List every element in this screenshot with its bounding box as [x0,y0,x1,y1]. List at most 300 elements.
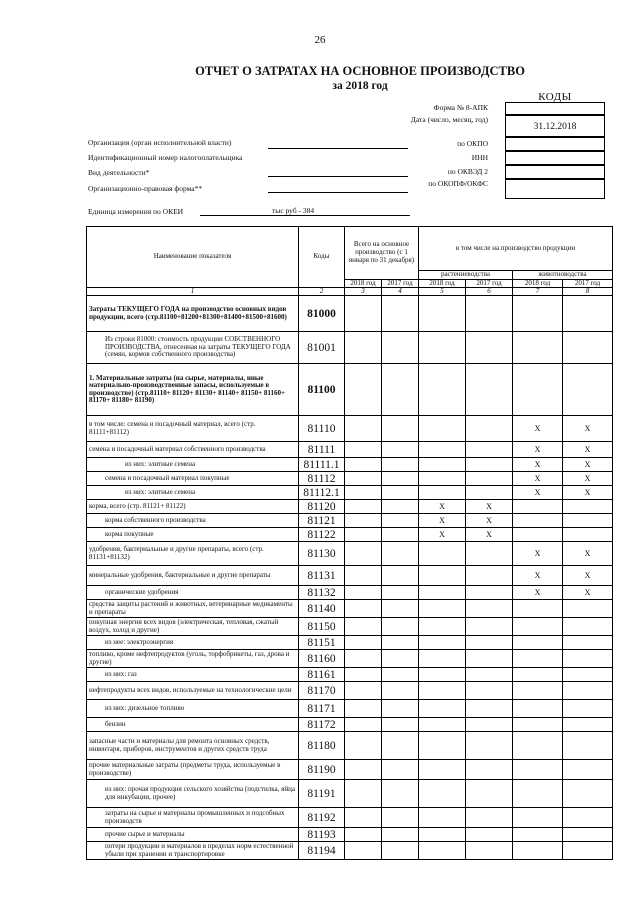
value-cell [345,528,382,542]
value-cell [513,682,563,700]
value-cell [563,718,613,732]
row-name: прочие материальные затраты (предметы труда, используемые в производстве) [87,760,299,780]
not-applicable-mark: X [513,458,563,472]
row-name: из них: элитные семена [87,458,299,472]
report-title: ОТЧЕТ О ЗАТРАТАХ НА ОСНОВНОЕ ПРОИЗВОДСТВО [195,64,525,78]
value-cell [466,618,513,636]
value-cell [419,472,466,486]
row-name: покупная энергия всех видов (электрическая, тепловая, сжатый воздух, холод и другие) [87,618,299,636]
value-cell [513,760,563,780]
org-line [268,148,408,149]
value-cell [466,682,513,700]
value-cell [513,332,563,364]
value-cell [382,296,419,332]
inn-cell [505,151,605,165]
value-cell [419,636,466,650]
row-name: средства защиты растений и животных, ветеринарные медикаменты и препараты [87,600,299,618]
value-cell [563,600,613,618]
col-total-header: Всего на основное производство (с 1 января по 31 декабря) [345,227,419,280]
row-name: из нее: электроэнергия [87,636,299,650]
value-cell [466,472,513,486]
table-row [87,650,613,668]
table-row [87,700,613,718]
col-incl-header: в том числе на производство продукции [419,227,613,271]
value-cell [382,668,419,682]
value-cell [419,458,466,472]
row-code: 81111 [299,442,345,458]
year-2017-plant: 2017 год [466,279,513,288]
value-cell [419,296,466,332]
table-row [87,600,613,618]
row-code: 81194 [299,842,345,860]
form-code-cell [505,102,605,115]
table-row [87,528,613,542]
value-cell [345,682,382,700]
row-code: 81140 [299,600,345,618]
value-cell [563,700,613,718]
row-code: 81120 [299,500,345,514]
report-subtitle: за 2018 год [332,80,388,92]
row-code: 81001 [299,332,345,364]
value-cell [466,760,513,780]
not-applicable-mark: X [513,566,563,586]
value-cell [345,586,382,600]
not-applicable-mark: X [563,566,613,586]
value-cell [563,732,613,760]
value-cell [466,364,513,416]
okpo-label: по ОКПО [457,139,488,148]
value-cell [345,780,382,808]
not-applicable-mark: X [563,486,613,500]
table-row [87,808,613,828]
unit-value: тыс руб - 384 [272,206,315,215]
column-number: 7 [513,288,563,296]
value-cell [345,566,382,586]
value-cell [382,566,419,586]
okved-label: по ОКВЭД 2 [447,167,488,176]
column-number: 6 [466,288,513,296]
value-cell [563,618,613,636]
row-name: прочие сырье и материалы [87,828,299,842]
value-cell [513,842,563,860]
value-cell [466,636,513,650]
table-row [87,668,613,682]
table-row [87,296,613,332]
value-cell [419,760,466,780]
value-cell [345,718,382,732]
year-2018-total: 2018 год [345,279,382,288]
row-code: 81130 [299,542,345,566]
not-applicable-mark: X [563,416,613,442]
value-cell [466,668,513,682]
row-name: из них: дизельное топливо [87,700,299,718]
row-code: 81122 [299,528,345,542]
value-cell [419,668,466,682]
not-applicable-mark: X [563,586,613,600]
date-value: 31.12.2018 [505,115,605,137]
row-name: семена и посадочный материал собственного производства [87,442,299,458]
column-number: 5 [419,288,466,296]
column-number: 4 [382,288,419,296]
value-cell [345,442,382,458]
col-code-header: Коды [299,227,345,288]
table-row [87,828,613,842]
table-row [87,760,613,780]
value-cell [513,732,563,760]
row-name: 1. Материальные затраты (на сырье, материалы, иные материально-производственные запасы, используемые в производстве) (стр.81110+ 81120+ 81130+ 81140+ 81150+ 81160+ 81170+ 81180+ 81190) [87,364,299,416]
value-cell [419,780,466,808]
row-code: 81151 [299,636,345,650]
not-applicable-mark: X [563,472,613,486]
value-cell [466,808,513,828]
value-cell [382,332,419,364]
table-row [87,486,613,500]
row-code: 81132 [299,586,345,600]
value-cell [419,828,466,842]
value-cell [563,828,613,842]
row-code: 81190 [299,760,345,780]
row-name: Затраты ТЕКУЩЕГО ГОДА на производство основных видов продукции, всего (стр.81100+81200+81300+81400+81500+81600) [87,296,299,332]
value-cell [466,650,513,668]
table-row [87,780,613,808]
value-cell [419,486,466,500]
value-cell [513,364,563,416]
value-cell [382,650,419,668]
not-applicable-mark: X [466,514,513,528]
not-applicable-mark: X [513,586,563,600]
value-cell [419,618,466,636]
codes-header: КОДЫ [538,91,572,103]
table-row [87,458,613,472]
column-number: 8 [563,288,613,296]
not-applicable-mark: X [563,542,613,566]
value-cell [563,500,613,514]
value-cell [513,808,563,828]
value-cell [382,416,419,442]
org-label: Организация (орган исполнительной власти) [88,138,232,147]
year-2018-animal: 2018 год [513,279,563,288]
row-name: корма собственного производства [87,514,299,528]
column-number: 2 [299,288,345,296]
value-cell [563,528,613,542]
value-cell [466,586,513,600]
row-code: 81112 [299,472,345,486]
value-cell [382,760,419,780]
row-name: запасные части и материалы для ремонта основных средств, инвентаря, приборов, инструментов и других средств труда [87,732,299,760]
table-row [87,416,613,442]
value-cell [419,364,466,416]
col-name-header: Наименование показателя [87,227,299,288]
value-cell [345,760,382,780]
row-name: удобрения, бактериальные и другие препараты, всего (стр. 81131+81132) [87,542,299,566]
value-cell [563,780,613,808]
row-code: 81172 [299,718,345,732]
row-name: семена и посадочный материал покупные [87,472,299,486]
value-cell [563,332,613,364]
value-cell [345,364,382,416]
row-code: 81000 [299,296,345,332]
value-cell [513,618,563,636]
row-code: 81111.1 [299,458,345,472]
date-label: Дата (число, месяц, год) [410,115,488,124]
not-applicable-mark: X [466,528,513,542]
row-code: 81112.1 [299,486,345,500]
row-code: 81192 [299,808,345,828]
activity-line [268,176,408,177]
value-cell [382,600,419,618]
not-applicable-mark: X [563,442,613,458]
value-cell [466,718,513,732]
value-cell [466,416,513,442]
value-cell [382,780,419,808]
value-cell [345,486,382,500]
table-row [87,500,613,514]
value-cell [345,514,382,528]
value-cell [513,700,563,718]
value-cell [419,332,466,364]
not-applicable-mark: X [563,458,613,472]
not-applicable-mark: X [419,500,466,514]
value-cell [419,416,466,442]
inn-label: ИНН [471,153,488,162]
okpo-cell [505,137,605,151]
value-cell [419,842,466,860]
value-cell [419,732,466,760]
value-cell [563,636,613,650]
value-cell [345,600,382,618]
value-cell [563,842,613,860]
value-cell [563,364,613,416]
value-cell [466,700,513,718]
column-numbers-row [87,288,613,296]
row-code: 81191 [299,780,345,808]
col-animal-header: животноводства [513,271,613,280]
legal-form-label: Организационно-правовая форма** [88,184,203,193]
value-cell [563,668,613,682]
table-row [87,718,613,732]
value-cell [466,842,513,860]
not-applicable-mark: X [513,416,563,442]
value-cell [466,458,513,472]
row-name: топливо, кроме нефтепродуктов (уголь, торфобрикеты, газ, дрова и другие) [87,650,299,668]
value-cell [563,650,613,668]
value-cell [419,650,466,668]
value-cell [345,828,382,842]
value-cell [382,842,419,860]
not-applicable-mark: X [513,542,563,566]
not-applicable-mark: X [513,472,563,486]
year-2017-animal: 2017 год [563,279,613,288]
col-plant-header: растениеводства [419,271,513,280]
value-cell [563,760,613,780]
value-cell [419,442,466,458]
value-cell [466,600,513,618]
year-2018-plant: 2018 год [419,279,466,288]
value-cell [419,566,466,586]
page-number: 26 [314,34,326,46]
table-row [87,364,613,416]
table-row [87,442,613,458]
value-cell [419,718,466,732]
row-code: 81100 [299,364,345,416]
row-name: из них: прочая продукция сельского хозяйства (подстилка, яйца для инкубации, прочее) [87,780,299,808]
value-cell [513,780,563,808]
value-cell [466,732,513,760]
value-cell [345,668,382,682]
value-cell [382,486,419,500]
value-cell [563,808,613,828]
value-cell [513,650,563,668]
value-cell [563,514,613,528]
value-cell [513,296,563,332]
value-cell [513,514,563,528]
row-name: органические удобрения [87,586,299,600]
okopf-label: по ОКОПФ/ОКФС [428,179,488,188]
row-code: 81131 [299,566,345,586]
value-cell [345,700,382,718]
activity-label: Вид деятельности* [88,168,150,177]
value-cell [513,718,563,732]
row-name: из них: элитные семена [87,486,299,500]
value-cell [382,700,419,718]
value-cell [345,416,382,442]
not-applicable-mark: X [419,528,466,542]
row-name: в том числе: семена и посадочный материал, всего (стр. 81111+81112) [87,416,299,442]
column-number: 1 [87,288,299,296]
value-cell [345,842,382,860]
value-cell [419,700,466,718]
table-row [87,514,613,528]
row-name: из них: газ [87,668,299,682]
value-cell [513,636,563,650]
unit-line [200,215,410,216]
value-cell [466,442,513,458]
value-cell [382,528,419,542]
row-code: 81121 [299,514,345,528]
value-cell [382,472,419,486]
value-cell [419,586,466,600]
table-row [87,636,613,650]
value-cell [513,528,563,542]
value-cell [419,808,466,828]
row-name: минеральные удобрения, бактериальные и другие препараты [87,566,299,586]
value-cell [466,542,513,566]
value-cell [382,618,419,636]
value-cell [345,808,382,828]
value-cell [382,718,419,732]
table-row [87,842,613,860]
value-cell [419,600,466,618]
value-cell [345,500,382,514]
value-cell [513,500,563,514]
row-name: нефтепродукты всех видов, используемые на технологические цели [87,682,299,700]
row-code: 81193 [299,828,345,842]
value-cell [345,332,382,364]
row-code: 81171 [299,700,345,718]
value-cell [345,732,382,760]
legal-form-line [268,192,408,193]
value-cell [382,542,419,566]
value-cell [382,828,419,842]
form-label: Форма № 8-АПК [433,103,488,112]
row-name: потери продукции и материалов в пределах норм естественной убыли при хранении и транспортировке [87,842,299,860]
row-code: 81180 [299,732,345,760]
value-cell [382,500,419,514]
row-code: 81160 [299,650,345,668]
not-applicable-mark: X [419,514,466,528]
value-cell [382,732,419,760]
value-cell [382,458,419,472]
value-cell [466,566,513,586]
value-cell [345,472,382,486]
value-cell [513,600,563,618]
value-cell [513,828,563,842]
table-row [87,682,613,700]
table-row [87,472,613,486]
not-applicable-mark: X [466,500,513,514]
value-cell [382,514,419,528]
value-cell [382,364,419,416]
value-cell [563,682,613,700]
value-cell [419,542,466,566]
row-code: 81161 [299,668,345,682]
row-name: Из строки 81000: стоимость продукции СОБСТВЕННОГО ПРОИЗВОДСТВА, отнесенная на затраты ТЕКУЩЕГО ГОДА (семян, кормов собственного производства) [87,332,299,364]
value-cell [382,442,419,458]
value-cell [345,296,382,332]
okved-cell [505,165,605,179]
value-cell [345,542,382,566]
table-row [87,618,613,636]
okopf-cell [505,179,605,199]
row-code: 81170 [299,682,345,700]
row-name: корма покупные [87,528,299,542]
value-cell [382,636,419,650]
row-code: 81110 [299,416,345,442]
table-row [87,542,613,566]
column-number: 3 [345,288,382,296]
costs-table [86,226,613,860]
value-cell [382,586,419,600]
value-cell [466,828,513,842]
year-2017-total: 2017 год [382,279,419,288]
not-applicable-mark: X [513,442,563,458]
value-cell [345,650,382,668]
row-code: 81150 [299,618,345,636]
table-row [87,332,613,364]
value-cell [466,780,513,808]
value-cell [466,486,513,500]
value-cell [563,296,613,332]
value-cell [466,332,513,364]
inn-full-label: Идентификационный номер налогоплательщика [88,153,243,162]
not-applicable-mark: X [513,486,563,500]
value-cell [466,296,513,332]
value-cell [419,682,466,700]
row-name: затраты на сырье и материалы промышленных и подсобных производств [87,808,299,828]
value-cell [345,618,382,636]
value-cell [382,808,419,828]
table-row [87,586,613,600]
value-cell [382,682,419,700]
value-cell [513,668,563,682]
value-cell [345,458,382,472]
value-cell [345,636,382,650]
row-name: корма, всего (стр. 81121+ 81122) [87,500,299,514]
table-row [87,732,613,760]
row-name: бензин [87,718,299,732]
unit-label: Единица измерения по ОКЕИ [88,207,184,216]
table-row [87,566,613,586]
